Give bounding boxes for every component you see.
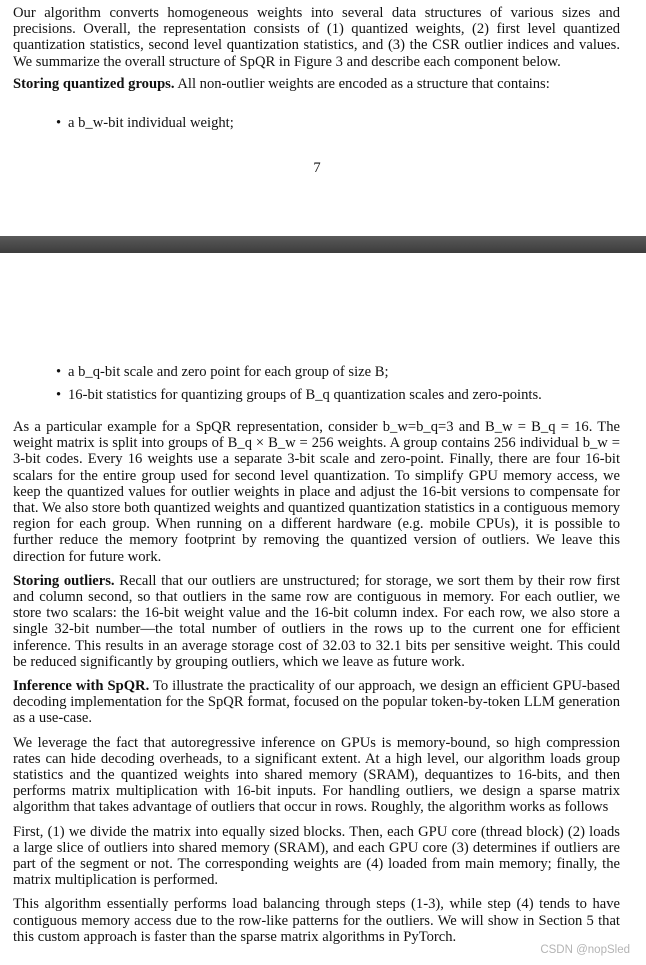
- section-heading-storing-outliers: Storing outliers.: [13, 572, 115, 589]
- bullet-item-3: [56, 387, 542, 403]
- page-top: [0, 0, 646, 236]
- bullet-dot-icon: •: [56, 115, 62, 131]
- bullet-3-text: 16-bit statistics for quantizing groups of B_q quantization scales and zero-points.: [68, 387, 542, 403]
- bullet-dot-icon: •: [56, 364, 62, 380]
- page-number: 7: [313, 160, 321, 176]
- bullet-1-text: a b_w-bit individual weight;: [68, 115, 234, 131]
- bullet-2-text: a b_q-bit scale and zero point for each group of size B;: [68, 364, 389, 380]
- inference-paragraph: [13, 678, 620, 727]
- intro-paragraph: Our algorithm converts homogeneous weights into several data structures of various sizes and precisions. Overall, the representation consists of (1) quantized weights, (2) first level quantized quantization statistics, second level quantization statistics, and (3) the CSR outlier indices and values. We summarize the overall structure of SpQR in Figure 3 and describe each component below.: [13, 5, 620, 70]
- storing-outliers-text: Recall that our outliers are unstructured; for storage, we sort them by their row first and column second, so that outliers in the same row are contiguous in memory. For each outlier, we store two scalars: the 16-bit weight value and the 16-bit column index. For each row, we also store a single 32-bit number—the total number of outliers in the rows up to the current one for efficient inference. This results in an average storage cost of 32.03 to 32.1 bits per sensitive weight. This could be reduced significantly by grouping outliers, which we leave as future work.: [13, 572, 620, 670]
- storing-groups-text: All non-outlier weights are encoded as a structure that contains:: [174, 75, 550, 92]
- watermark: CSDN @nopSled: [540, 944, 630, 956]
- page-separator: [0, 236, 646, 253]
- storing-outliers-paragraph: [13, 573, 620, 670]
- text-column-top: [13, 5, 620, 92]
- inference-text: To illustrate the practicality of our approach, we design an efficient GPU-based decoding implementation for the SpQR format, focused on the popular token-by-token LLM generation as a use-case.: [13, 678, 620, 727]
- storing-groups-paragraph: [13, 76, 620, 92]
- text-column-bottom: [13, 419, 620, 945]
- bullet-item-2: [56, 364, 389, 380]
- page-bottom: [0, 253, 646, 965]
- leverage-paragraph: We leverage the fact that autoregressive inference on GPUs is memory-bound, so high compression rates can hide decoding overheads, to a significant extent. At a high level, our algorithm loads group statistics and the quantized weights into shared memory (SRAM), dequantizes to 16-bits, and then performs matrix multiplication with 16-bit inputs. For handling outliers, we design a sparse matrix algorithm that takes advantage of outliers that occur in rows. Roughly, the algorithm works as follows: [13, 734, 620, 816]
- bullet-dot-icon: •: [56, 387, 62, 403]
- load-balancing-paragraph: This algorithm essentially performs load balancing through steps (1-3), while step (4) tends to have contiguous memory access due to the row-like patterns for the outliers. We will show in Section 5 that this custom approach is faster than the sparse matrix algorithms in PyTorch.: [13, 896, 620, 945]
- section-heading-inference: Inference with SpQR.: [13, 678, 150, 695]
- section-heading-storing-groups: Storing quantized groups.: [13, 75, 175, 92]
- steps-paragraph: First, (1) we divide the matrix into equally sized blocks. Then, each GPU core (thread block) (2) loads a large slice of outliers into shared memory (SRAM), and each GPU core (3) determines if outliers are part of the segment or not. The corresponding weights are (4) loaded from main memory; finally, the matrix multiplication is performed.: [13, 823, 620, 889]
- example-paragraph: As a particular example for a SpQR representation, consider b_w=b_q=3 and B_w = B_q = 16. The weight matrix is split into groups of B_q × B_w = 256 weights. A group contains 256 individual b_w = 3-bit codes. Every 16 weights use a separate 3-bit scale and zero-point. Finally, there are four 16-bit scalars for the entire group used for second level quantization. To simplify GPU memory access, we keep the quantized values for outlier weights in place and adjust the 16-bit versions to compensate for that. We also store both quantized weights and quantized quantization statistics in a contiguous memory region for each group. When running on a different hardware (e.g. mobile CPUs), it is possible to further reduce the memory footprint by removing the quantized version of outliers. We leave this direction for future work.: [13, 419, 620, 565]
- bullet-item-1: [56, 115, 234, 131]
